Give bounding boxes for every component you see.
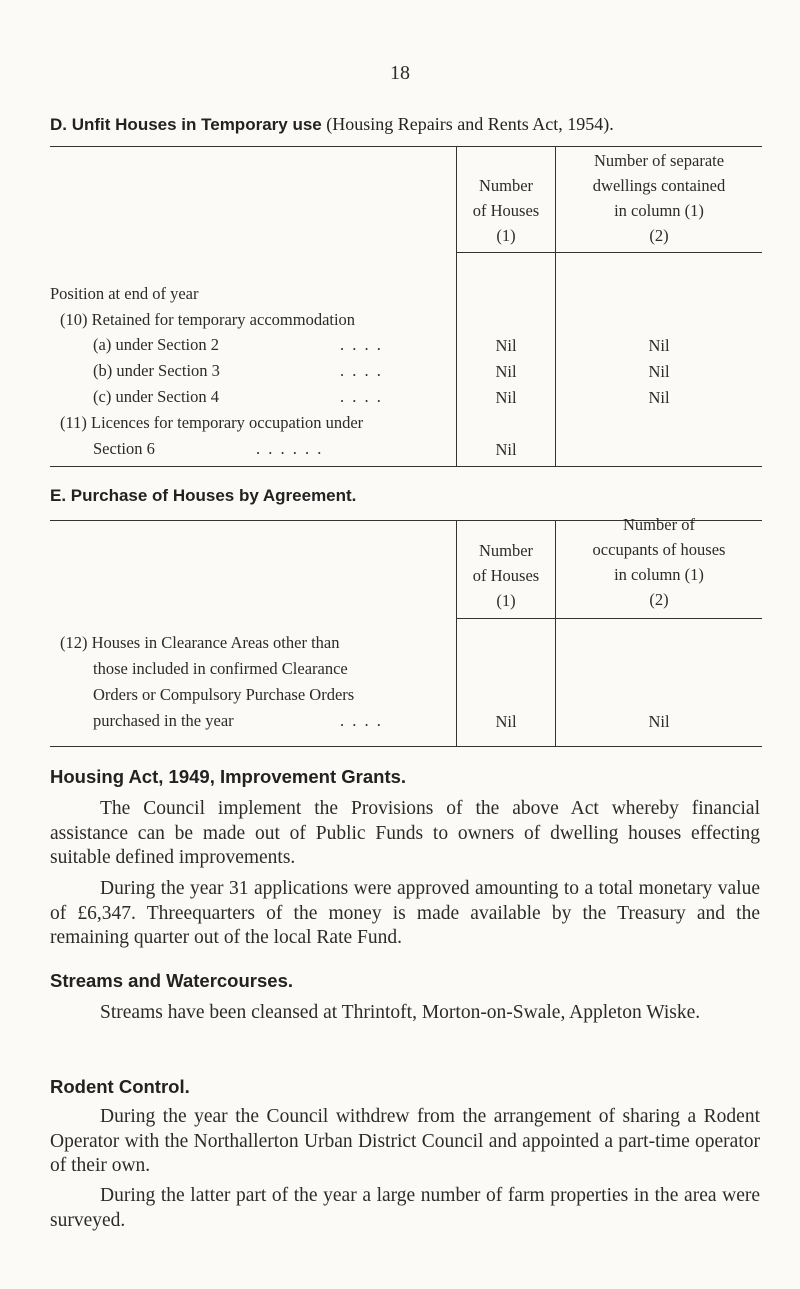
leader-dots: . . . .: [340, 361, 383, 380]
table-d-cell: Nil: [648, 362, 670, 381]
table-d-col1-header: [456, 175, 556, 247]
table-d-row-label: [93, 334, 219, 356]
header-line: of Houses: [472, 201, 540, 220]
table-e-col2-header: [556, 514, 762, 611]
housing-act-para-1: The Council implement the Provisions of the above Act whereby financial assistance can be made out of Public Funds to owners of dwelling houses effecting suitable defined improvements.: [50, 798, 760, 868]
table-d-row-label: Position at end of year: [50, 284, 199, 303]
section-d-heading-rest: (Housing Repairs and Rents Act, 1954).: [326, 114, 614, 134]
header-line: dwellings contained: [592, 176, 726, 195]
header-line: (1): [496, 591, 516, 610]
housing-act-para-2: During the year 31 applications were approved amounting to a total monetary value of £6,347. Threequarters of the money is made available by the Treasury and the remaining quarter out of the local Rate Fund.: [50, 878, 760, 948]
table-d-header-rule: [456, 252, 762, 253]
section-d-heading: [50, 114, 614, 135]
table-d-row-label: (c) under Section 4: [93, 387, 219, 406]
table-d-row-label: (11) Licences for temporary occupation under: [60, 413, 364, 432]
table-d-cell: Nil: [495, 388, 517, 407]
table-d-cell: Nil: [495, 336, 517, 355]
housing-act-heading: Housing Act, 1949, Improvement Grants.: [50, 766, 407, 787]
table-e-cell: Nil: [495, 712, 517, 731]
table-e-cell: Nil: [648, 712, 670, 731]
table-d-cell: Nil: [648, 336, 670, 355]
table-e-header-rule: [456, 618, 762, 619]
streams-heading: Streams and Watercourses.: [50, 970, 293, 991]
leader-dots: . . . .: [340, 711, 383, 730]
header-line: Number of: [623, 515, 695, 534]
rodent-para-2: During the latter part of the year a large number of farm properties in the area were surveyed.: [50, 1185, 760, 1231]
leader-dots: . . . . . .: [256, 439, 324, 458]
rodent-heading: Rodent Control.: [50, 1076, 190, 1097]
table-d-col-divider-2b: [555, 404, 556, 466]
section-e-heading-bold: E. Purchase of Houses by Agreement.: [50, 486, 357, 505]
table-e-row-label: those included in confirmed Clearance: [93, 659, 348, 678]
table-d-cell: Nil: [648, 388, 670, 407]
header-line: of Houses: [472, 566, 540, 585]
table-d-col-divider-1b: [456, 404, 457, 466]
header-line: Number of separate: [593, 151, 725, 170]
section-e-heading: [50, 485, 356, 506]
header-line: in column (1): [614, 565, 704, 584]
table-e-col1-header-text: [456, 540, 556, 612]
table-d-top-rule: [50, 146, 762, 147]
rodent-para-1: During the year the Council withdrew from the arrangement of sharing a Rodent Operator with the Northallerton Urban District Council and appointed a part-time operator of their own.: [50, 1106, 760, 1176]
table-e-row-label: purchased in the year: [93, 711, 234, 730]
leader-dots: . . . .: [340, 335, 383, 354]
streams-para-1: Streams have been cleansed at Thrintoft, Morton-on-Swale, Appleton Wiske.: [100, 1002, 701, 1023]
table-e-col-divider-1b: [456, 718, 457, 746]
section-d-heading-bold: D. Unfit Houses in Temporary use: [50, 115, 322, 134]
table-d-row-label: (10) Retained for temporary accommodation: [60, 310, 356, 329]
table-d-bottom-rule: [50, 466, 762, 467]
table-d-row-label: (b) under Section 3: [93, 361, 220, 380]
page-number: 18: [390, 62, 410, 84]
header-line: Number: [478, 176, 534, 195]
header-line: (2): [649, 226, 669, 245]
table-d-col2-header: [556, 150, 762, 247]
header-line: (2): [649, 590, 669, 609]
row-text: (a) under Section 2: [93, 335, 219, 354]
table-e-row-label: Orders or Compulsory Purchase Orders: [93, 685, 355, 704]
table-d-cell: Nil: [495, 362, 517, 381]
header-line: (1): [496, 226, 516, 245]
table-d-row-label: Section 6: [93, 439, 155, 458]
header-line: Number: [478, 541, 534, 560]
table-e-bottom-rule: [50, 746, 762, 747]
leader-dots: . . . .: [340, 387, 383, 406]
header-line: occupants of houses: [592, 540, 726, 559]
table-d-cell: Nil: [495, 440, 517, 459]
header-line: in column (1): [614, 201, 704, 220]
table-e-row-label: (12) Houses in Clearance Areas other than: [60, 633, 340, 652]
table-e-col-divider-2b: [555, 718, 556, 746]
